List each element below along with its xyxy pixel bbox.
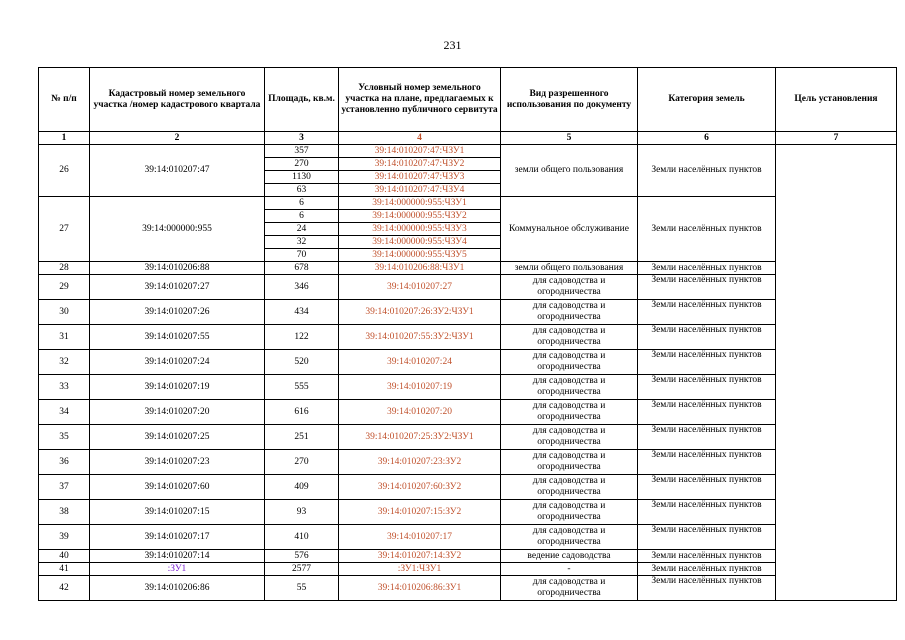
permitted-use: для садоводства и огородничества — [501, 576, 638, 601]
cadastral-number: 39:14:010207:27 — [90, 275, 265, 300]
conditional-number: 39:14:010206:88:ЧЗУ1 — [339, 262, 501, 275]
header-cell-permitted-use: Вид разрешенного использования по документу — [501, 68, 638, 132]
cadastral-number: 39:14:010207:14 — [90, 550, 265, 563]
permitted-use: для садоводства и огородничества — [501, 325, 638, 350]
area-value: 270 — [265, 450, 339, 475]
cadastral-number: 39:14:000000:955 — [90, 197, 265, 262]
row-number: 30 — [39, 300, 90, 325]
table-row — [39, 375, 897, 400]
conditional-number: 39:14:010207:14:ЗУ2 — [339, 550, 501, 563]
row-number: 31 — [39, 325, 90, 350]
header-cell-conditional-number: Условный номер земельного участка на плане, предлагаемых к установленно публичного сервитута — [339, 68, 501, 132]
area-value: 55 — [265, 576, 339, 601]
cadastral-number: 39:14:010207:25 — [90, 425, 265, 450]
table-row — [39, 300, 897, 325]
area-value: 555 — [265, 375, 339, 400]
permitted-use: - — [501, 563, 638, 576]
conditional-number: 39:14:010207:27 — [339, 275, 501, 300]
row-number: 41 — [39, 563, 90, 576]
row-number: 33 — [39, 375, 90, 400]
area-value: 63 — [265, 184, 339, 197]
column-number: 6 — [638, 132, 776, 145]
conditional-number: 39:14:010207:15:ЗУ2 — [339, 500, 501, 525]
row-number: 35 — [39, 425, 90, 450]
area-value: 93 — [265, 500, 339, 525]
servitude-table — [38, 67, 897, 601]
permitted-use: для садоводства и огородничества — [501, 525, 638, 550]
land-category: Земли населённых пунктов — [638, 375, 776, 400]
permitted-use: для садоводства и огородничества — [501, 275, 638, 300]
permitted-use: земли общего пользования — [501, 262, 638, 275]
column-number: 7 — [776, 132, 897, 145]
table-row — [39, 563, 897, 576]
table-row — [39, 525, 897, 550]
row-number: 28 — [39, 262, 90, 275]
column-number-row — [39, 132, 897, 145]
conditional-number: 39:14:010207:19 — [339, 375, 501, 400]
row-number: 38 — [39, 500, 90, 525]
area-value: 357 — [265, 145, 339, 158]
row-number: 39 — [39, 525, 90, 550]
land-category: Земли населённых пунктов — [638, 550, 776, 563]
cadastral-number: 39:14:010207:15 — [90, 500, 265, 525]
permitted-use: земли общего пользования — [501, 145, 638, 197]
table-row — [39, 262, 897, 275]
conditional-number: :ЗУ1:ЧЗУ1 — [339, 563, 501, 576]
table-row — [39, 475, 897, 500]
cadastral-number: 39:14:010207:19 — [90, 375, 265, 400]
cadastral-number: 39:14:010207:60 — [90, 475, 265, 500]
conditional-number: 39:14:010207:47:ЧЗУ4 — [339, 184, 501, 197]
permitted-use: для садоводства и огородничества — [501, 475, 638, 500]
land-category: Земли населённых пунктов — [638, 275, 776, 300]
area-value: 6 — [265, 197, 339, 210]
conditional-number: 39:14:000000:955:ЧЗУ1 — [339, 197, 501, 210]
row-number: 29 — [39, 275, 90, 300]
area-value: 434 — [265, 300, 339, 325]
table-row — [39, 325, 897, 350]
column-number: 1 — [39, 132, 90, 145]
header-cell-purpose: Цель установления — [776, 68, 897, 132]
permitted-use: для садоводства и огородничества — [501, 300, 638, 325]
conditional-number: 39:14:010207:25:ЗУ2:ЧЗУ1 — [339, 425, 501, 450]
conditional-number: 39:14:000000:955:ЧЗУ5 — [339, 249, 501, 262]
conditional-number: 39:14:010206:86:ЗУ1 — [339, 576, 501, 601]
area-value: 2577 — [265, 563, 339, 576]
area-value: 409 — [265, 475, 339, 500]
table-row — [39, 450, 897, 475]
land-category: Земли населённых пунктов — [638, 350, 776, 375]
row-number: 34 — [39, 400, 90, 425]
area-value: 410 — [265, 525, 339, 550]
permitted-use: ведение садоводства — [501, 550, 638, 563]
header-cell-number: № п/п — [39, 68, 90, 132]
column-number: 3 — [265, 132, 339, 145]
table-row — [39, 425, 897, 450]
table-row — [39, 145, 897, 158]
row-number: 36 — [39, 450, 90, 475]
land-category: Земли населённых пунктов — [638, 525, 776, 550]
conditional-number: 39:14:010207:55:ЗУ2:ЧЗУ1 — [339, 325, 501, 350]
area-value: 678 — [265, 262, 339, 275]
conditional-number: 39:14:010207:24 — [339, 350, 501, 375]
row-number: 26 — [39, 145, 90, 197]
purpose-cell — [776, 145, 897, 601]
land-category: Земли населённых пунктов — [638, 262, 776, 275]
column-number: 5 — [501, 132, 638, 145]
conditional-number: 39:14:000000:955:ЧЗУ2 — [339, 210, 501, 223]
table-row — [39, 400, 897, 425]
cadastral-number: 39:14:010207:17 — [90, 525, 265, 550]
land-category: Земли населённых пунктов — [638, 197, 776, 262]
cadastral-number: 39:14:010207:23 — [90, 450, 265, 475]
cadastral-number: 39:14:010207:24 — [90, 350, 265, 375]
table-row — [39, 576, 897, 601]
area-value: 251 — [265, 425, 339, 450]
cadastral-number: 39:14:010206:86 — [90, 576, 265, 601]
area-value: 520 — [265, 350, 339, 375]
land-category: Земли населённых пунктов — [638, 145, 776, 197]
conditional-number: 39:14:010207:47:ЧЗУ2 — [339, 158, 501, 171]
header-cell-land-category: Категория земель — [638, 68, 776, 132]
area-value: 576 — [265, 550, 339, 563]
row-number: 37 — [39, 475, 90, 500]
area-value: 1130 — [265, 171, 339, 184]
area-value: 70 — [265, 249, 339, 262]
land-category: Земли населённых пунктов — [638, 475, 776, 500]
permitted-use: для садоводства и огородничества — [501, 375, 638, 400]
conditional-number: 39:14:010207:23:ЗУ2 — [339, 450, 501, 475]
conditional-number: 39:14:010207:26:ЗУ2:ЧЗУ1 — [339, 300, 501, 325]
conditional-number: 39:14:010207:60:ЗУ2 — [339, 475, 501, 500]
permitted-use: для садоводства и огородничества — [501, 500, 638, 525]
header-cell-area: Площадь, кв.м. — [265, 68, 339, 132]
permitted-use: Коммунальное обслуживание — [501, 197, 638, 262]
cadastral-number: 39:14:010207:55 — [90, 325, 265, 350]
area-value: 346 — [265, 275, 339, 300]
area-value: 270 — [265, 158, 339, 171]
conditional-number: 39:14:010207:47:ЧЗУ1 — [339, 145, 501, 158]
area-value: 32 — [265, 236, 339, 249]
cadastral-number: 39:14:010207:20 — [90, 400, 265, 425]
table-row — [39, 350, 897, 375]
permitted-use: для садоводства и огородничества — [501, 425, 638, 450]
row-number: 40 — [39, 550, 90, 563]
table-row — [39, 197, 897, 210]
area-value: 6 — [265, 210, 339, 223]
land-category: Земли населённых пунктов — [638, 500, 776, 525]
conditional-number: 39:14:010207:47:ЧЗУ3 — [339, 171, 501, 184]
cadastral-number: 39:14:010207:26 — [90, 300, 265, 325]
permitted-use: для садоводства и огородничества — [501, 350, 638, 375]
land-category: Земли населённых пунктов — [638, 450, 776, 475]
land-category: Земли населённых пунктов — [638, 576, 776, 601]
land-category: Земли населённых пунктов — [638, 425, 776, 450]
land-category: Земли населённых пунктов — [638, 563, 776, 576]
header-row — [39, 68, 897, 132]
cadastral-number: 39:14:010206:88 — [90, 262, 265, 275]
conditional-number: 39:14:000000:955:ЧЗУ4 — [339, 236, 501, 249]
area-value: 24 — [265, 223, 339, 236]
conditional-number: 39:14:010207:20 — [339, 400, 501, 425]
cadastral-number: :ЗУ1 — [90, 563, 265, 576]
permitted-use: для садоводства и огородничества — [501, 400, 638, 425]
land-category: Земли населённых пунктов — [638, 325, 776, 350]
conditional-number: 39:14:000000:955:ЧЗУ3 — [339, 223, 501, 236]
table-row — [39, 275, 897, 300]
row-number: 27 — [39, 197, 90, 262]
column-number: 4 — [339, 132, 501, 145]
area-value: 616 — [265, 400, 339, 425]
row-number: 32 — [39, 350, 90, 375]
column-number: 2 — [90, 132, 265, 145]
cadastral-number: 39:14:010207:47 — [90, 145, 265, 197]
table-row — [39, 500, 897, 525]
permitted-use: для садоводства и огородничества — [501, 450, 638, 475]
conditional-number: 39:14:010207:17 — [339, 525, 501, 550]
header-cell-cadastral: Кадастровый номер земельного участка /номер кадастрового квартала — [90, 68, 265, 132]
land-category: Земли населённых пунктов — [638, 400, 776, 425]
table-row — [39, 550, 897, 563]
row-number: 42 — [39, 576, 90, 601]
land-category: Земли населённых пунктов — [638, 300, 776, 325]
page-number: 231 — [443, 38, 462, 52]
area-value: 122 — [265, 325, 339, 350]
